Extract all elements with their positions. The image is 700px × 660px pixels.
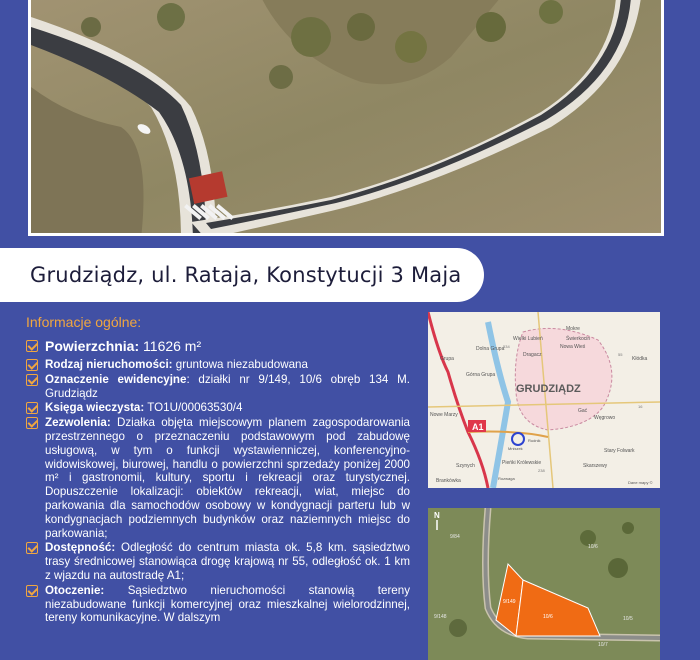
item-label: Otoczenie: [45,583,105,597]
item-value: 11626 m² [139,338,202,354]
place-label: Nowe Marzy [430,412,458,418]
place-label: Szynych [456,463,475,469]
parcel-aerial-map [428,508,660,660]
road-number: 16 [638,404,643,409]
general-info-list [26,338,410,626]
item-label: Zezwolenia: [45,416,111,430]
item-value: Odległość do centrum miasta ok. 5,8 km. sąsiedztwo trasy średnicowej stanowiąca drogę krajową nr 55, odległość ok. 1 km z wjazdu na autostradę A1; [45,541,410,582]
place-label: Rozwaga [498,476,515,481]
lot-label: 10/7 [598,642,608,648]
place-label: Mniszek [508,446,523,451]
list-item [26,416,410,540]
item-value: : działki nr 9/149, 10/6 obręb 134 M. Grudziądz [45,372,410,400]
road-number: 534 [503,344,510,349]
location-map [428,312,660,488]
list-item [26,338,410,354]
aerial-photo [28,0,664,236]
checkbox-icon [26,542,38,554]
place-label: Wielki Lubień [513,336,543,342]
highway-label: A1 [472,422,484,432]
list-item [26,401,410,415]
lot-label: 9/148 [434,614,447,620]
road-aerial-image [31,0,664,236]
item-label: Rodzaj nieruchomości: [45,358,173,371]
lot-label: 10/6 [588,544,598,550]
checkbox-icon [26,340,38,352]
lot-label: 10/5 [623,616,633,622]
list-item [26,373,410,401]
address-banner [0,248,484,302]
item-value: gruntowa niezabudowana [172,358,308,371]
list-item [26,584,410,625]
place-label: Dolna Grupa [476,346,505,352]
map-attribution: Dane mapy © [628,480,653,485]
place-label: Brankówka [436,478,461,484]
place-label: Dragacz [523,352,542,358]
place-label: Stary Folwark [604,448,635,454]
address-text: Grudziądz, ul. Rataja, Konstytucji 3 Maja [30,263,462,287]
place-label: Skarszewy [583,463,608,469]
item-value: TO1U/00063530/4 [144,401,243,415]
list-item [26,541,410,582]
place-label: Węgrowo [594,415,616,421]
place-label: Świerkocin [566,336,591,342]
lot-label: 9/84 [450,534,460,540]
item-label: Dostępność: [45,541,116,555]
place-label: Nowa Wieś [560,344,586,350]
place-label: Grupa [440,356,454,362]
place-label: Mokre [566,326,580,332]
checkbox-icon [26,585,38,597]
map-city-label: GRUDZIĄDZ [516,383,581,395]
road-number: 55 [618,352,623,357]
item-label: Powierzchnia: [45,338,140,354]
parcel-label: 10/6 [543,614,553,620]
list-item [26,358,410,372]
parcel-label: 9/149 [503,599,516,605]
checkbox-icon [26,374,38,386]
checkbox-icon [26,417,38,429]
item-label: Księga wieczysta: [45,401,145,415]
place-label: Pieńki Królewskie [502,460,542,466]
place-label: Kłódka [632,356,648,362]
item-value: Sąsiedztwo nieruchomości stanowią tereny niezabudowane funkcji komercyjnej oraz mieszkalnej wielorodzinnej, tereny komunikacyjne. W dalszym [45,583,410,625]
section-title: Informacje ogólne: [26,314,142,330]
place-label: Rudnik [528,438,541,443]
place-label: Górna Grupa [466,372,496,378]
item-label: Oznaczenie ewidencyjne [45,372,187,386]
road-number: 238 [538,468,545,473]
checkbox-icon [26,359,38,371]
north-arrow-label: N [434,511,440,520]
item-value: Działka objęta miejscowym planem zagospodarowania przestrzennego o przeznaczeniu podstawowym pod zabudowę usługową, w tym o funkcji wystawienniczej, konferencyjno-widowiskowej, biurowej, handlu o powierzchni sprzedaży poniżej 2000 m² i gastronomii, kultury, sportu i rekreacji oraz turystycznej. Dopuszczenie lokalizacji: obiektów rekreacji, wiat, miejsc do parkowania dla samochodów osobowy w kondygnacji parteru lub w kondygnacjach podziemnych budynków oraz naziemnych miejsc do parkowania; [45,416,410,540]
place-label: Gać [578,408,588,414]
checkbox-icon [26,402,38,414]
